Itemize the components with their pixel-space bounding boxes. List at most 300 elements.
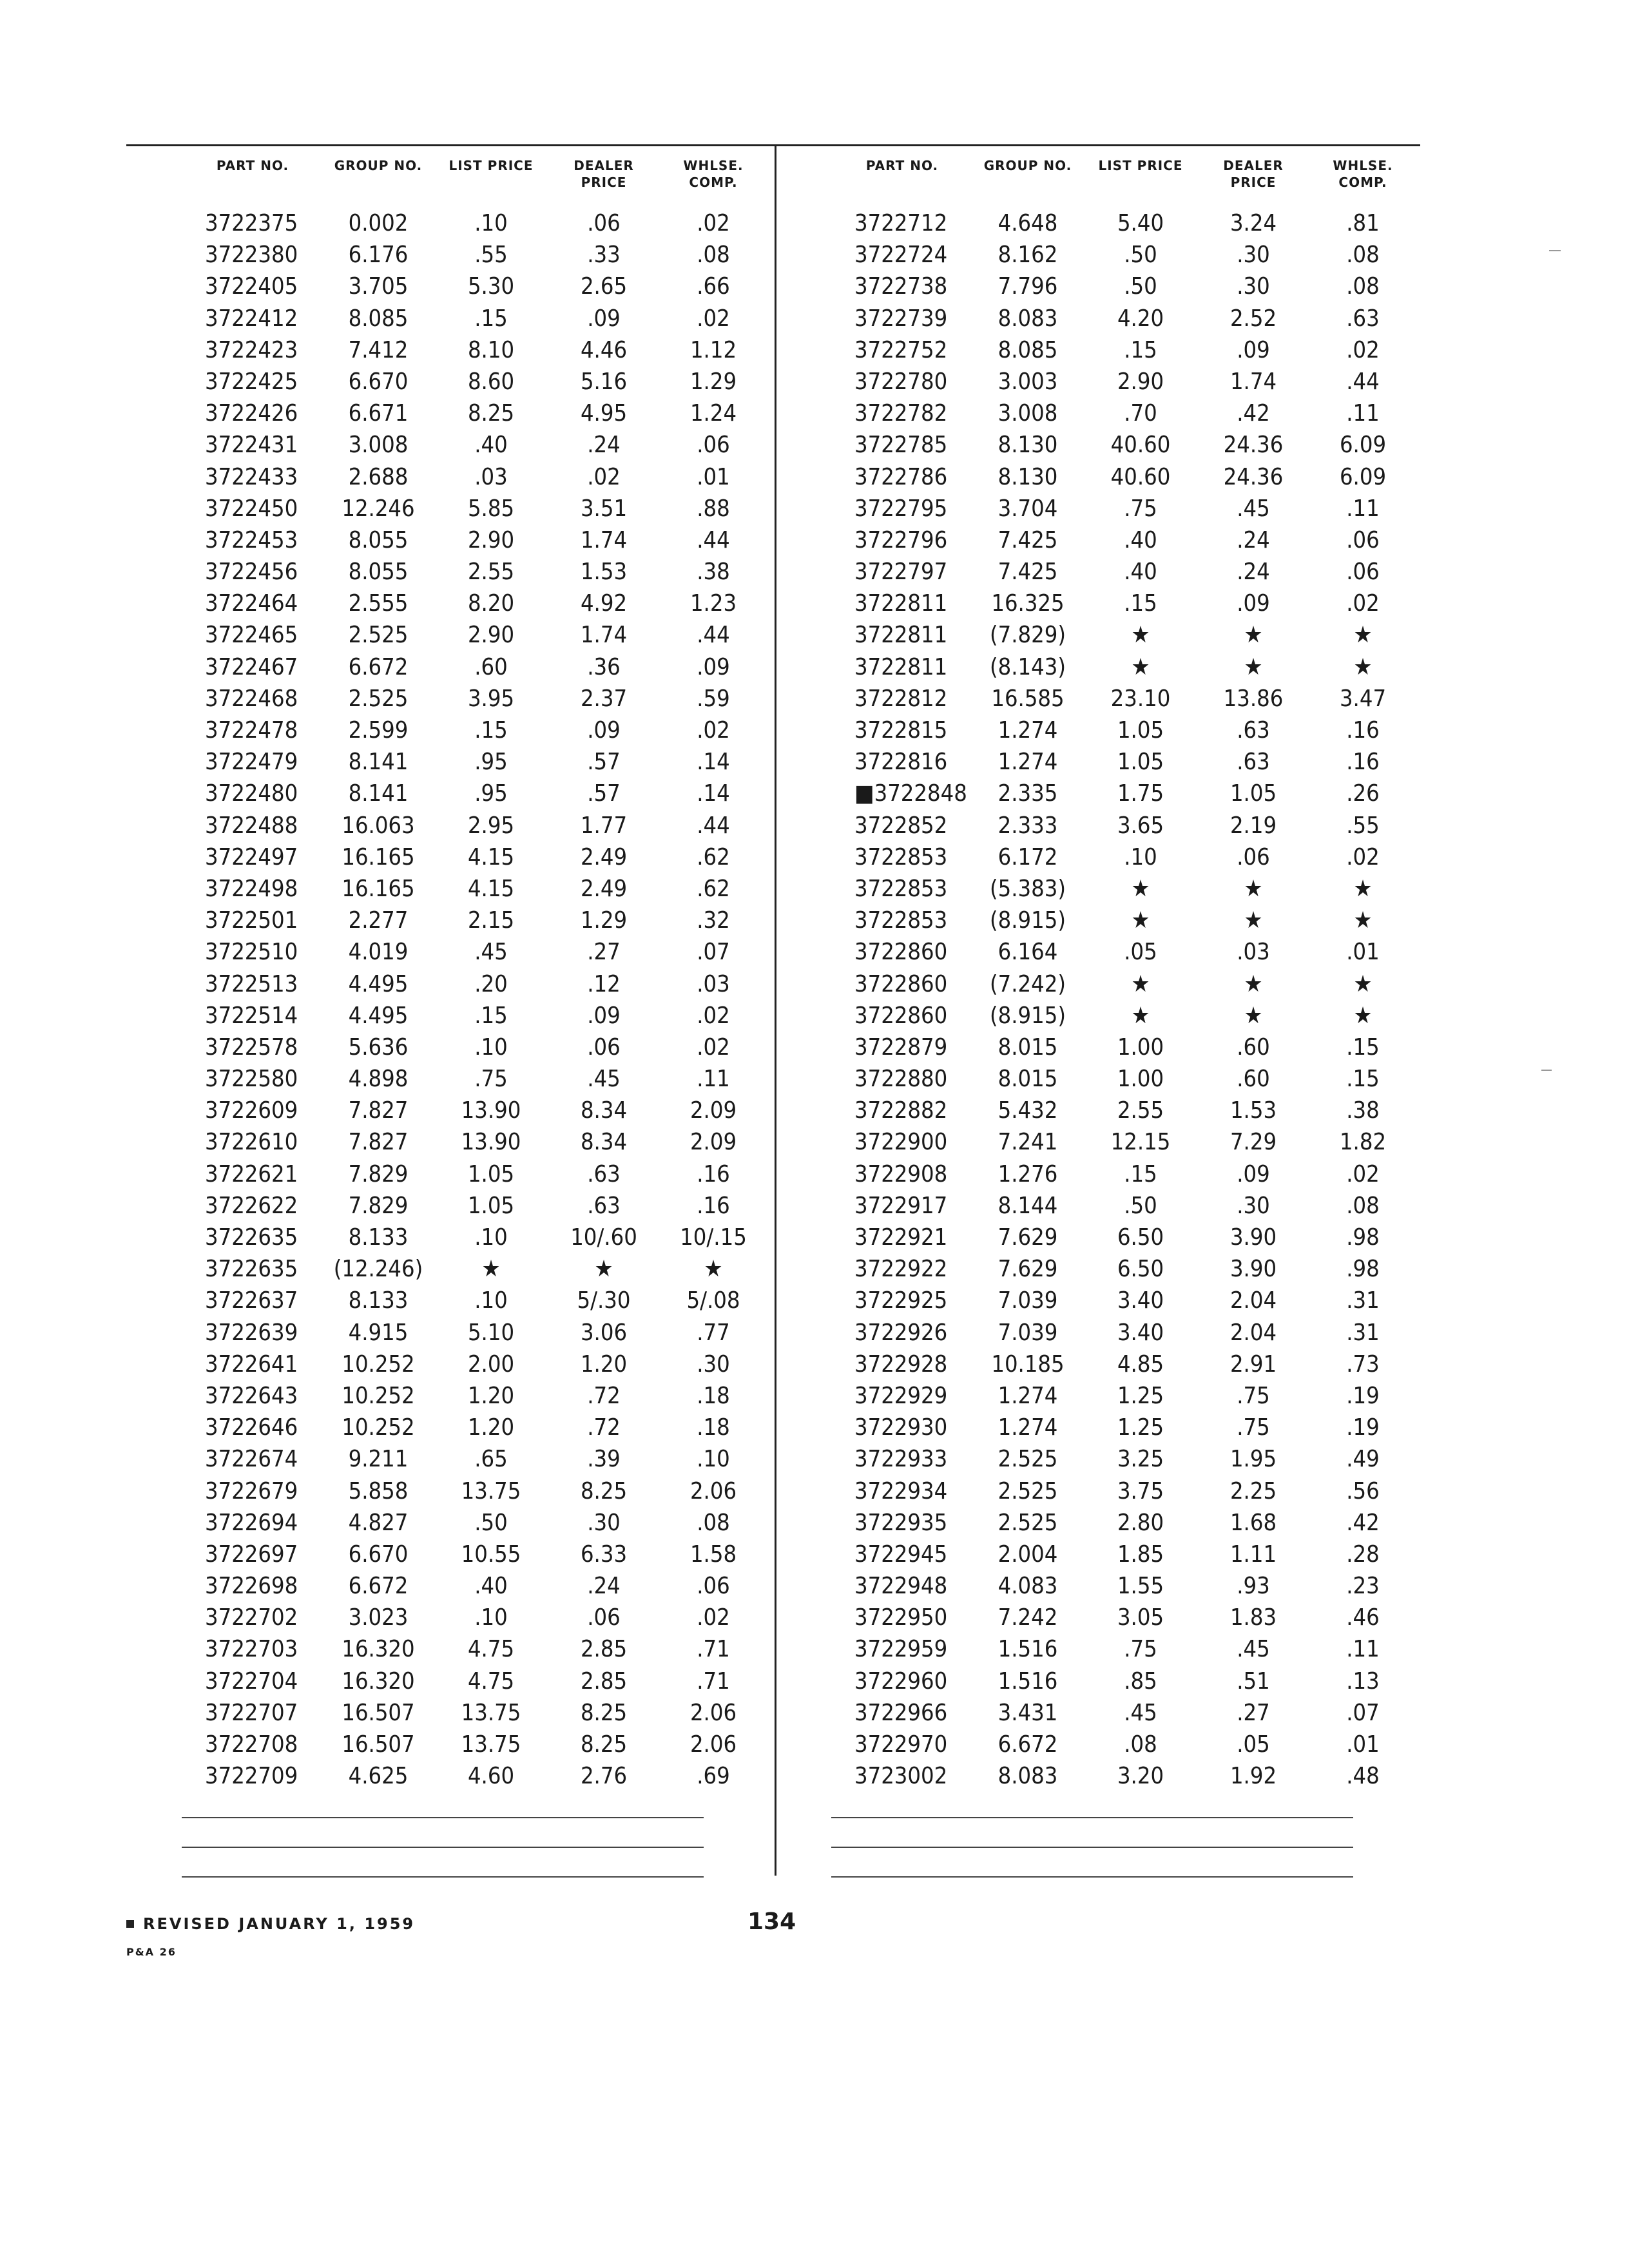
cell-part-no: 3722950 xyxy=(854,1604,948,1631)
cell-whlse-comp: .62 xyxy=(697,843,730,870)
table-row xyxy=(182,429,800,461)
cell-list-price: 1.20 xyxy=(467,1382,515,1409)
cell-part-no: 3723002 xyxy=(854,1763,948,1790)
cell-group-no: 4.495 xyxy=(348,970,409,997)
cell-whlse-comp: 2.06 xyxy=(689,1477,737,1504)
cell-group-no: 3.008 xyxy=(348,432,409,459)
cell-group-no: 16.320 xyxy=(342,1667,415,1695)
table-row xyxy=(182,1633,800,1665)
cell-group-no: 8.085 xyxy=(998,336,1058,363)
cell-dealer-price: .63 xyxy=(1237,749,1270,776)
cell-dealer-price: ★ xyxy=(1244,970,1263,997)
cell-list-price: .85 xyxy=(1124,1667,1157,1695)
cell-group-no: 2.525 xyxy=(998,1477,1058,1504)
cell-whlse-comp: .77 xyxy=(697,1319,730,1346)
cell-group-no: 2.333 xyxy=(998,812,1058,839)
table-row xyxy=(182,1253,800,1285)
cell-part-no: 3722853 xyxy=(854,843,948,870)
table-row xyxy=(831,1539,1450,1570)
cell-whlse-comp: .71 xyxy=(697,1636,730,1663)
table-row xyxy=(831,1443,1450,1475)
header-group-no: GROUP NO. xyxy=(334,158,423,173)
cell-list-price: 1.05 xyxy=(467,1160,515,1187)
cell-whlse-comp: 1.12 xyxy=(689,336,737,363)
table-row xyxy=(182,1443,800,1475)
cell-group-no: 2.277 xyxy=(348,907,409,934)
cell-whlse-comp: .10 xyxy=(697,1446,730,1473)
cell-group-no: 7.829 xyxy=(348,1160,409,1187)
cell-group-no: 8.055 xyxy=(348,559,409,586)
cell-group-no: 2.335 xyxy=(998,780,1058,807)
cell-list-price: .50 xyxy=(1124,273,1157,300)
cell-part-no: 3722679 xyxy=(205,1477,298,1504)
table-row xyxy=(831,619,1450,651)
cell-whlse-comp: 6.09 xyxy=(1339,463,1387,490)
cell-whlse-comp: .16 xyxy=(1346,717,1380,744)
table-row xyxy=(182,1602,800,1633)
cell-whlse-comp: .14 xyxy=(697,749,730,776)
cell-part-no: 3722375 xyxy=(205,210,298,236)
cell-whlse-comp: .01 xyxy=(1346,1731,1380,1758)
table-row xyxy=(831,1190,1450,1222)
cell-whlse-comp: .55 xyxy=(1346,812,1380,839)
cell-whlse-comp: 2.09 xyxy=(689,1097,737,1124)
cell-part-no: 3722816 xyxy=(854,749,948,776)
cell-part-no: 3722926 xyxy=(854,1319,948,1346)
cell-dealer-price: .45 xyxy=(1237,1636,1270,1663)
cell-group-no: 7.412 xyxy=(348,336,409,363)
table-row xyxy=(182,1570,800,1602)
blank-line xyxy=(182,1876,704,1878)
table-row xyxy=(831,303,1450,334)
cell-list-price: 4.15 xyxy=(467,875,515,902)
cell-list-price: 8.25 xyxy=(467,400,515,427)
cell-whlse-comp: 1.82 xyxy=(1339,1129,1387,1156)
cell-part-no: 3722738 xyxy=(854,273,948,300)
table-row xyxy=(182,1412,800,1443)
cell-group-no: 1.274 xyxy=(998,717,1058,744)
cell-group-no: 6.176 xyxy=(348,242,409,269)
cell-part-no: 3722752 xyxy=(854,336,948,363)
table-row xyxy=(831,968,1450,1000)
cell-list-price: 1.20 xyxy=(467,1414,515,1441)
cell-whlse-comp: .32 xyxy=(697,907,730,934)
cell-group-no: 4.915 xyxy=(348,1319,409,1346)
cell-part-no: 3722852 xyxy=(854,812,948,839)
cell-part-no: 3722917 xyxy=(854,1192,948,1219)
table-row xyxy=(182,366,800,398)
cell-whlse-comp: .49 xyxy=(1346,1446,1380,1473)
right-table-body xyxy=(831,207,1450,1792)
cell-part-no: 3722785 xyxy=(854,432,948,459)
cell-group-no: 5.858 xyxy=(348,1477,409,1504)
table-row xyxy=(831,936,1450,968)
cell-whlse-comp: .48 xyxy=(1346,1763,1380,1790)
cell-list-price: .10 xyxy=(474,210,508,236)
cell-part-no: 3722468 xyxy=(205,685,298,712)
cell-part-no: 3722966 xyxy=(854,1699,948,1726)
cell-whlse-comp: .09 xyxy=(697,653,730,680)
cell-group-no: 1.274 xyxy=(998,1414,1058,1441)
cell-list-price: .10 xyxy=(474,1604,508,1631)
cell-list-price: 13.75 xyxy=(461,1477,521,1504)
cell-part-no: 3722480 xyxy=(205,780,298,807)
table-row xyxy=(831,366,1450,398)
cell-list-price: .65 xyxy=(474,1446,508,1473)
cell-list-price: .03 xyxy=(474,463,508,490)
cell-whlse-comp: .15 xyxy=(1346,1033,1380,1061)
table-row xyxy=(831,334,1450,366)
table-row xyxy=(182,271,800,302)
table-row xyxy=(831,1729,1450,1760)
cell-group-no: 16.165 xyxy=(342,875,415,902)
cell-group-no: 2.525 xyxy=(998,1446,1058,1473)
cell-part-no: 3722811 xyxy=(854,653,948,680)
cell-dealer-price: 2.65 xyxy=(580,273,628,300)
cell-part-no: 3722423 xyxy=(205,336,298,363)
cell-group-no: 2.599 xyxy=(348,717,409,744)
cell-group-no: 16.507 xyxy=(342,1731,415,1758)
cell-part-no: 3722928 xyxy=(854,1350,948,1378)
cell-whlse-comp: .98 xyxy=(1346,1224,1380,1251)
cell-dealer-price: 8.25 xyxy=(580,1477,628,1504)
table-row xyxy=(182,1317,800,1349)
cell-list-price: 3.25 xyxy=(1117,1446,1164,1473)
form-code: P&A 26 xyxy=(126,1946,177,1958)
table-row xyxy=(831,1349,1450,1380)
cell-whlse-comp: .88 xyxy=(697,495,730,522)
revised-marker-icon xyxy=(126,1920,134,1928)
cell-part-no: 3722921 xyxy=(854,1224,948,1251)
cell-list-price: .75 xyxy=(1124,1636,1157,1663)
cell-whlse-comp: 5/.08 xyxy=(686,1287,740,1314)
cell-whlse-comp: ★ xyxy=(1353,907,1373,934)
blank-line xyxy=(831,1817,1353,1818)
cell-list-price: .45 xyxy=(474,939,508,966)
table-row xyxy=(831,556,1450,588)
cell-part-no: 3722635 xyxy=(205,1224,298,1251)
cell-list-price: ★ xyxy=(481,1256,501,1283)
cell-group-no: 10.185 xyxy=(991,1350,1065,1378)
table-row xyxy=(831,1412,1450,1443)
cell-part-no: 3722812 xyxy=(854,685,948,712)
cell-list-price: .95 xyxy=(474,749,508,776)
header-dealer-price: DEALER PRICE xyxy=(574,158,634,190)
cell-whlse-comp: 10/.15 xyxy=(680,1224,747,1251)
cell-list-price: 13.90 xyxy=(461,1129,521,1156)
cell-whlse-comp: .08 xyxy=(1346,1192,1380,1219)
cell-group-no: 1.274 xyxy=(998,1382,1058,1409)
cell-dealer-price: 6.33 xyxy=(580,1541,628,1568)
cell-dealer-price: 2.85 xyxy=(580,1667,628,1695)
left-table-header xyxy=(182,157,800,193)
cell-part-no: 3722641 xyxy=(205,1350,298,1378)
cell-part-no: 3722609 xyxy=(205,1097,298,1124)
cell-list-price: ★ xyxy=(1131,653,1150,680)
cell-dealer-price: 2.37 xyxy=(580,685,628,712)
cell-group-no: 1.516 xyxy=(998,1636,1058,1663)
cell-list-price: 3.40 xyxy=(1117,1319,1164,1346)
table-row xyxy=(182,207,800,239)
table-row xyxy=(831,207,1450,239)
header-dealer-price: DEALER PRICE xyxy=(1223,158,1284,190)
table-row xyxy=(831,1158,1450,1190)
cell-whlse-comp: .14 xyxy=(697,780,730,807)
table-row xyxy=(182,778,800,809)
table-row xyxy=(182,1095,800,1126)
cell-list-price: 1.05 xyxy=(1117,717,1164,744)
cell-part-no: 3722811 xyxy=(854,622,948,649)
table-row xyxy=(182,493,800,524)
cell-list-price: .08 xyxy=(1124,1731,1157,1758)
cell-group-no: (8.915) xyxy=(990,907,1066,934)
cell-whlse-comp: ★ xyxy=(1353,970,1373,997)
cell-part-no: 3722610 xyxy=(205,1129,298,1156)
cell-part-no: 3722580 xyxy=(205,1066,298,1093)
cell-list-price: .10 xyxy=(1124,843,1157,870)
cell-list-price: 4.60 xyxy=(467,1763,515,1790)
cell-group-no: 2.688 xyxy=(348,463,409,490)
table-row xyxy=(182,1666,800,1697)
cell-whlse-comp: .08 xyxy=(697,1509,730,1536)
cell-part-no: 3722464 xyxy=(205,590,298,617)
cell-part-no: 3722578 xyxy=(205,1033,298,1061)
table-row xyxy=(831,1570,1450,1602)
cell-group-no: 8.083 xyxy=(998,1763,1058,1790)
cell-whlse-comp: 6.09 xyxy=(1339,432,1387,459)
cell-dealer-price: .09 xyxy=(587,717,621,744)
table-row xyxy=(182,334,800,366)
cell-part-no: 3722703 xyxy=(205,1636,298,1663)
cell-group-no: 4.827 xyxy=(348,1509,409,1536)
table-row xyxy=(182,746,800,778)
cell-list-price: 1.75 xyxy=(1117,780,1164,807)
cell-group-no: 8.133 xyxy=(348,1287,409,1314)
cell-part-no: 3722948 xyxy=(854,1573,948,1600)
cell-dealer-price: 10/.60 xyxy=(570,1224,637,1251)
table-row xyxy=(182,1126,800,1158)
cell-whlse-comp: .02 xyxy=(1346,590,1380,617)
cell-list-price: 23.10 xyxy=(1110,685,1171,712)
table-row xyxy=(182,303,800,334)
cell-whlse-comp: .98 xyxy=(1346,1256,1380,1283)
cell-list-price: 13.75 xyxy=(461,1699,521,1726)
cell-dealer-price: 8.34 xyxy=(580,1129,628,1156)
table-row xyxy=(831,461,1450,493)
cell-part-no: 3722908 xyxy=(854,1160,948,1187)
cell-list-price: ★ xyxy=(1131,875,1150,902)
cell-dealer-price: .30 xyxy=(1237,273,1270,300)
cell-list-price: 2.55 xyxy=(1117,1097,1164,1124)
cell-list-price: 1.00 xyxy=(1117,1066,1164,1093)
cell-part-no: 3722488 xyxy=(205,812,298,839)
cell-whlse-comp: .08 xyxy=(1346,242,1380,269)
cell-list-price: .10 xyxy=(474,1224,508,1251)
cell-whlse-comp: .06 xyxy=(1346,559,1380,586)
cell-part-no: 3722739 xyxy=(854,305,948,332)
cell-group-no: 7.039 xyxy=(998,1319,1058,1346)
table-row xyxy=(182,810,800,841)
cell-whlse-comp: 3.47 xyxy=(1339,685,1387,712)
cell-whlse-comp: .02 xyxy=(1346,843,1380,870)
table-row xyxy=(831,1285,1450,1316)
table-row xyxy=(831,1222,1450,1253)
cell-whlse-comp: 1.24 xyxy=(689,400,737,427)
cell-whlse-comp: 1.58 xyxy=(689,1541,737,1568)
table-row xyxy=(182,1380,800,1412)
cell-list-price: 10.55 xyxy=(461,1541,521,1568)
cell-part-no: 3722860 xyxy=(854,939,948,966)
cell-list-price: 1.85 xyxy=(1117,1541,1164,1568)
cell-dealer-price: .63 xyxy=(587,1192,621,1219)
cell-whlse-comp: .71 xyxy=(697,1667,730,1695)
cell-list-price: .40 xyxy=(474,1573,508,1600)
cell-list-price: .95 xyxy=(474,780,508,807)
cell-whlse-comp: .13 xyxy=(1346,1667,1380,1695)
cell-group-no: 16.165 xyxy=(342,843,415,870)
cell-whlse-comp: .06 xyxy=(697,1573,730,1600)
table-row xyxy=(182,1158,800,1190)
cell-dealer-price: ★ xyxy=(594,1256,613,1283)
cell-dealer-price: .45 xyxy=(1237,495,1270,522)
cell-whlse-comp: .07 xyxy=(697,939,730,966)
header-part-no: PART NO. xyxy=(865,158,939,173)
cell-part-no: 3722425 xyxy=(205,368,298,395)
table-row xyxy=(831,873,1450,905)
cell-list-price: 8.10 xyxy=(467,336,515,363)
table-row xyxy=(831,1380,1450,1412)
cell-list-price: 13.75 xyxy=(461,1731,521,1758)
cell-whlse-comp: .66 xyxy=(697,273,730,300)
cell-group-no: (7.829) xyxy=(990,622,1066,649)
cell-group-no: 1.276 xyxy=(998,1160,1058,1187)
header-whlse-comp: WHLSE. COMP. xyxy=(683,158,744,190)
table-row xyxy=(831,1475,1450,1507)
cell-group-no: (8.915) xyxy=(990,1002,1066,1029)
cell-list-price: .10 xyxy=(474,1033,508,1061)
table-row xyxy=(182,1285,800,1316)
cell-group-no: (12.246) xyxy=(333,1256,423,1283)
cell-whlse-comp: .08 xyxy=(1346,273,1380,300)
cell-whlse-comp: ★ xyxy=(1353,653,1373,680)
table-row xyxy=(831,905,1450,936)
cell-whlse-comp: .26 xyxy=(1346,780,1380,807)
cell-list-price: 2.00 xyxy=(467,1350,515,1378)
table-row xyxy=(182,524,800,556)
cell-whlse-comp: .44 xyxy=(697,622,730,649)
cell-list-price: 3.05 xyxy=(1117,1604,1164,1631)
cell-dealer-price: .27 xyxy=(1237,1699,1270,1726)
cell-group-no: 3.003 xyxy=(998,368,1058,395)
cell-whlse-comp: .11 xyxy=(1346,1636,1380,1663)
cell-group-no: 7.242 xyxy=(998,1604,1058,1631)
cell-list-price: .70 xyxy=(1124,400,1157,427)
cell-list-price: 6.50 xyxy=(1117,1224,1164,1251)
cell-list-price: 3.20 xyxy=(1117,1763,1164,1790)
cell-part-no: 3722811 xyxy=(854,590,948,617)
cell-part-no: 3722970 xyxy=(854,1731,948,1758)
cell-dealer-price: 2.85 xyxy=(580,1636,628,1663)
cell-dealer-price: 8.25 xyxy=(580,1731,628,1758)
cell-whlse-comp: .01 xyxy=(697,463,730,490)
cell-whlse-comp: .03 xyxy=(697,970,730,997)
cell-dealer-price: 2.91 xyxy=(1229,1350,1277,1378)
table-row xyxy=(182,1539,800,1570)
cell-group-no: 8.015 xyxy=(998,1033,1058,1061)
cell-part-no: 3722510 xyxy=(205,939,298,966)
cell-dealer-price: 2.04 xyxy=(1229,1319,1277,1346)
cell-part-no: 3722879 xyxy=(854,1033,948,1061)
cell-whlse-comp: .63 xyxy=(1346,305,1380,332)
cell-whlse-comp: .02 xyxy=(1346,1160,1380,1187)
cell-whlse-comp: .28 xyxy=(1346,1541,1380,1568)
cell-part-no: 3722453 xyxy=(205,526,298,553)
cell-whlse-comp: .81 xyxy=(1346,210,1380,236)
cell-part-no: 3722933 xyxy=(854,1446,948,1473)
cell-whlse-comp: .02 xyxy=(697,1604,730,1631)
cell-dealer-price: .57 xyxy=(587,780,621,807)
margin-mark xyxy=(1549,250,1561,251)
cell-part-no: 3722935 xyxy=(854,1509,948,1536)
cell-list-price: 6.50 xyxy=(1117,1256,1164,1283)
cell-whlse-comp: .15 xyxy=(1346,1066,1380,1093)
cell-whlse-comp: .38 xyxy=(697,559,730,586)
cell-part-no: 3722513 xyxy=(205,970,298,997)
cell-dealer-price: 1.74 xyxy=(580,622,628,649)
cell-part-no: 3722708 xyxy=(205,1731,298,1758)
cell-part-no: 3722431 xyxy=(205,432,298,459)
cell-list-price: .40 xyxy=(474,432,508,459)
cell-part-no: 3722724 xyxy=(854,242,948,269)
cell-part-no: 3722882 xyxy=(854,1097,948,1124)
cell-part-no: 3722467 xyxy=(205,653,298,680)
table-row xyxy=(182,1349,800,1380)
cell-part-no: 3722959 xyxy=(854,1636,948,1663)
cell-group-no: 16.585 xyxy=(991,685,1065,712)
cell-whlse-comp: .01 xyxy=(1346,939,1380,966)
table-row xyxy=(831,1697,1450,1729)
table-row xyxy=(182,651,800,683)
cell-list-price: ★ xyxy=(1131,907,1150,934)
cell-group-no: 6.672 xyxy=(348,653,409,680)
table-row xyxy=(182,1760,800,1792)
cell-dealer-price: .60 xyxy=(1237,1033,1270,1061)
cell-group-no: 3.704 xyxy=(998,495,1058,522)
cell-dealer-price: 13.86 xyxy=(1223,685,1284,712)
cell-dealer-price: 4.46 xyxy=(580,336,628,363)
revised-note xyxy=(126,1915,415,1933)
cell-whlse-comp: .16 xyxy=(1346,749,1380,776)
cell-dealer-price: .57 xyxy=(587,749,621,776)
cell-list-price: 1.55 xyxy=(1117,1573,1164,1600)
cell-part-no: 3722934 xyxy=(854,1477,948,1504)
header-part-no: PART NO. xyxy=(216,158,289,173)
cell-whlse-comp: .02 xyxy=(1346,336,1380,363)
cell-dealer-price: .75 xyxy=(1237,1382,1270,1409)
table-row xyxy=(182,936,800,968)
cell-part-no: 3722433 xyxy=(205,463,298,490)
header-list-price: LIST PRICE xyxy=(1098,158,1183,173)
cell-group-no: 4.083 xyxy=(998,1573,1058,1600)
cell-part-no: 3722635 xyxy=(205,1256,298,1283)
table-row xyxy=(831,683,1450,715)
cell-part-no: 3722860 xyxy=(854,1002,948,1029)
cell-list-price: .55 xyxy=(474,242,508,269)
cell-dealer-price: 3.90 xyxy=(1229,1224,1277,1251)
cell-part-no: 3722704 xyxy=(205,1667,298,1695)
cell-list-price: 40.60 xyxy=(1110,432,1171,459)
table-row xyxy=(182,1222,800,1253)
